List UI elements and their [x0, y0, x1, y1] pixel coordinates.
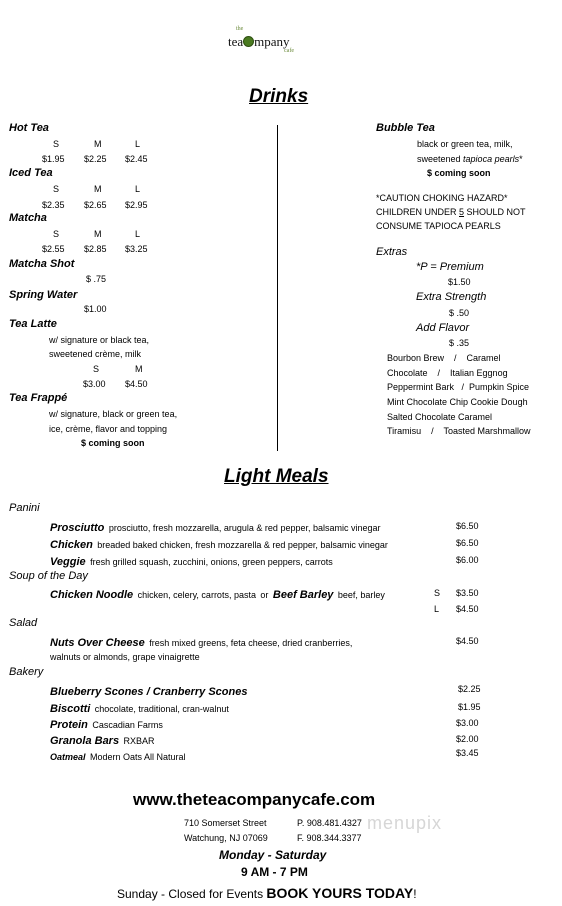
light-meals-heading: Light Meals: [224, 466, 329, 487]
extras-flavor-price: $ .35: [449, 338, 470, 348]
tea-frappe-coming-soon: $ coming soon: [81, 438, 145, 448]
menu-item-price: $2.00: [456, 734, 479, 744]
matcha-title: Matcha: [9, 212, 47, 224]
menu-item-price: $6.50: [456, 538, 479, 548]
hot-tea-title: Hot Tea: [9, 122, 49, 134]
drinks-heading: Drinks: [249, 86, 309, 107]
soup-price-s: $3.50: [456, 588, 479, 598]
menu-item: Biscotti chocolate, traditional, cran-walnut: [50, 703, 229, 715]
flavor-line-5: Salted Chocolate Caramel: [387, 412, 493, 422]
hot-tea-price-m: $2.25: [84, 154, 107, 164]
hot-tea-size-m: M: [94, 139, 102, 149]
extras-premium-price: $1.50: [448, 277, 471, 287]
tea-latte-price-s: $3.00: [83, 379, 106, 389]
phone-number: P. 908.481.4327: [297, 818, 362, 828]
tea-latte-title: Tea Latte: [9, 318, 57, 330]
hot-tea-price-s: $1.95: [42, 154, 65, 164]
extras-premium: *P = Premium: [416, 261, 484, 273]
flavor-line-1: Bourbon Brew / Caramel: [387, 353, 501, 363]
menu-item-price: $2.25: [458, 684, 481, 694]
iced-tea-size-s: S: [53, 184, 60, 194]
panini-title: Panini: [9, 502, 40, 514]
iced-tea-price-m: $2.65: [84, 200, 107, 210]
iced-tea-size-m: M: [94, 184, 102, 194]
iced-tea-price-s: $2.35: [42, 200, 65, 210]
tea-latte-size-s: S: [93, 364, 100, 374]
bubble-tea-title: Bubble Tea: [376, 122, 435, 134]
bubble-tea-desc-2: sweetened tapioca pearls*: [417, 154, 523, 164]
menu-item-price: $6.50: [456, 521, 479, 531]
caution-line-1: *CAUTION CHOKING HAZARD*: [376, 193, 508, 203]
matcha-size-s: S: [53, 229, 60, 239]
menu-item: Prosciutto prosciutto, fresh mozzarella, arugula & red pepper, balsamic vinegar: [50, 522, 381, 534]
matcha-price-s: $2.55: [42, 244, 65, 254]
caution-line-2: CHILDREN UNDER 5 SHOULD NOT: [376, 207, 526, 217]
menu-item-price: $3.00: [456, 718, 479, 728]
tea-frappe-desc-2: ice, crème, flavor and topping: [49, 424, 168, 434]
matcha-size-m: M: [94, 229, 102, 239]
flavor-line-3: Peppermint Bark / Pumpkin Spice: [387, 382, 530, 392]
soup-item: Chicken Noodle chicken, celery, carrots, pasta or Beef Barley beef, barley: [50, 589, 385, 601]
caution-line-3: CONSUME TAPIOCA PEARLS: [376, 221, 501, 231]
tea-latte-size-m: M: [135, 364, 143, 374]
menu-item: Veggie fresh grilled squash, zucchini, onions, green peppers, carrots: [50, 556, 333, 568]
menu-item-price: $6.00: [456, 555, 479, 565]
salad-item: Nuts Over Cheese fresh mixed greens, feta cheese, dried cranberries,: [50, 637, 353, 649]
website-link[interactable]: www.theteacompanycafe.com: [133, 790, 376, 809]
flavor-line-2: Chocolate / Italian Eggnog: [387, 368, 508, 378]
menu-item: Chicken breaded baked chicken, fresh mozzarella & red pepper, balsamic vinegar: [50, 539, 388, 551]
menu-item: Granola Bars RXBAR: [50, 735, 155, 747]
flavor-line-6: Tiramisu / Toasted Marshmallow: [387, 426, 531, 436]
iced-tea-size-l: L: [135, 184, 141, 194]
menu-item-price: $3.45: [456, 748, 479, 758]
iced-tea-title: Iced Tea: [9, 167, 53, 179]
soup-price-l: $4.50: [456, 604, 479, 614]
hot-tea-price-l: $2.45: [125, 154, 148, 164]
fax-number: F. 908.344.3377: [297, 833, 362, 843]
hours-days: Monday - Saturday: [219, 848, 327, 862]
salad-desc-2: walnuts or almonds, grape vinaigrette: [50, 652, 200, 662]
address-city: Watchung, NJ 07069: [184, 833, 268, 843]
soup-size-l: L: [434, 604, 440, 614]
menu-item: Blueberry Scones / Cranberry Scones: [50, 686, 248, 698]
tea-latte-price-m: $4.50: [125, 379, 148, 389]
extras-title: Extras: [376, 246, 408, 258]
tea-frappe-desc-1: w/ signature, black or green tea,: [49, 409, 178, 419]
flavor-line-4: Mint Chocolate Chip Cookie Dough: [387, 397, 528, 407]
tea-latte-desc-2: sweetened crème, milk: [49, 349, 142, 359]
salad-title: Salad: [9, 617, 38, 629]
soup-title: Soup of the Day: [9, 570, 88, 582]
matcha-size-l: L: [135, 229, 141, 239]
matcha-price-m: $2.85: [84, 244, 107, 254]
extras-flavor: Add Flavor: [416, 322, 470, 334]
logo-bottom-text: cafe: [284, 48, 294, 54]
soup-size-s: S: [434, 588, 441, 598]
logo-main: tea mpany: [228, 34, 290, 49]
tea-latte-desc-1: w/ signature or black tea,: [49, 335, 150, 345]
hours-time: 9 AM - 7 PM: [241, 865, 308, 879]
hot-tea-size-s: S: [53, 139, 60, 149]
logo-top-text: the: [236, 26, 244, 32]
spring-water-title: Spring Water: [9, 289, 78, 301]
sunday-line: Sunday - Closed for Events BOOK YOURS TODAY!: [117, 885, 417, 901]
iced-tea-price-l: $2.95: [125, 200, 148, 210]
salad-price: $4.50: [456, 636, 479, 646]
leaf-icon: [243, 36, 254, 47]
matcha-shot-title: Matcha Shot: [9, 258, 75, 270]
watermark-text: menupix: [367, 813, 443, 833]
address-street: 710 Somerset Street: [184, 818, 267, 828]
tea-frappe-title: Tea Frappé: [9, 392, 68, 404]
extras-strength-price: $ .50: [449, 308, 470, 318]
logo: [228, 26, 312, 58]
bubble-tea-coming-soon: $ coming soon: [427, 168, 491, 178]
column-divider: [277, 125, 278, 451]
bubble-tea-desc-1: black or green tea, milk,: [417, 139, 513, 149]
spring-water-price: $1.00: [84, 304, 107, 314]
extras-strength: Extra Strength: [416, 291, 487, 303]
hot-tea-size-l: L: [135, 139, 141, 149]
matcha-shot-price: $ .75: [86, 274, 107, 284]
menu-item-price: $1.95: [458, 702, 481, 712]
menu-item: Oatmeal Modern Oats All Natural: [50, 752, 186, 762]
matcha-price-l: $3.25: [125, 244, 148, 254]
menu-item: Protein Cascadian Farms: [50, 719, 163, 731]
bakery-title: Bakery: [9, 666, 44, 678]
